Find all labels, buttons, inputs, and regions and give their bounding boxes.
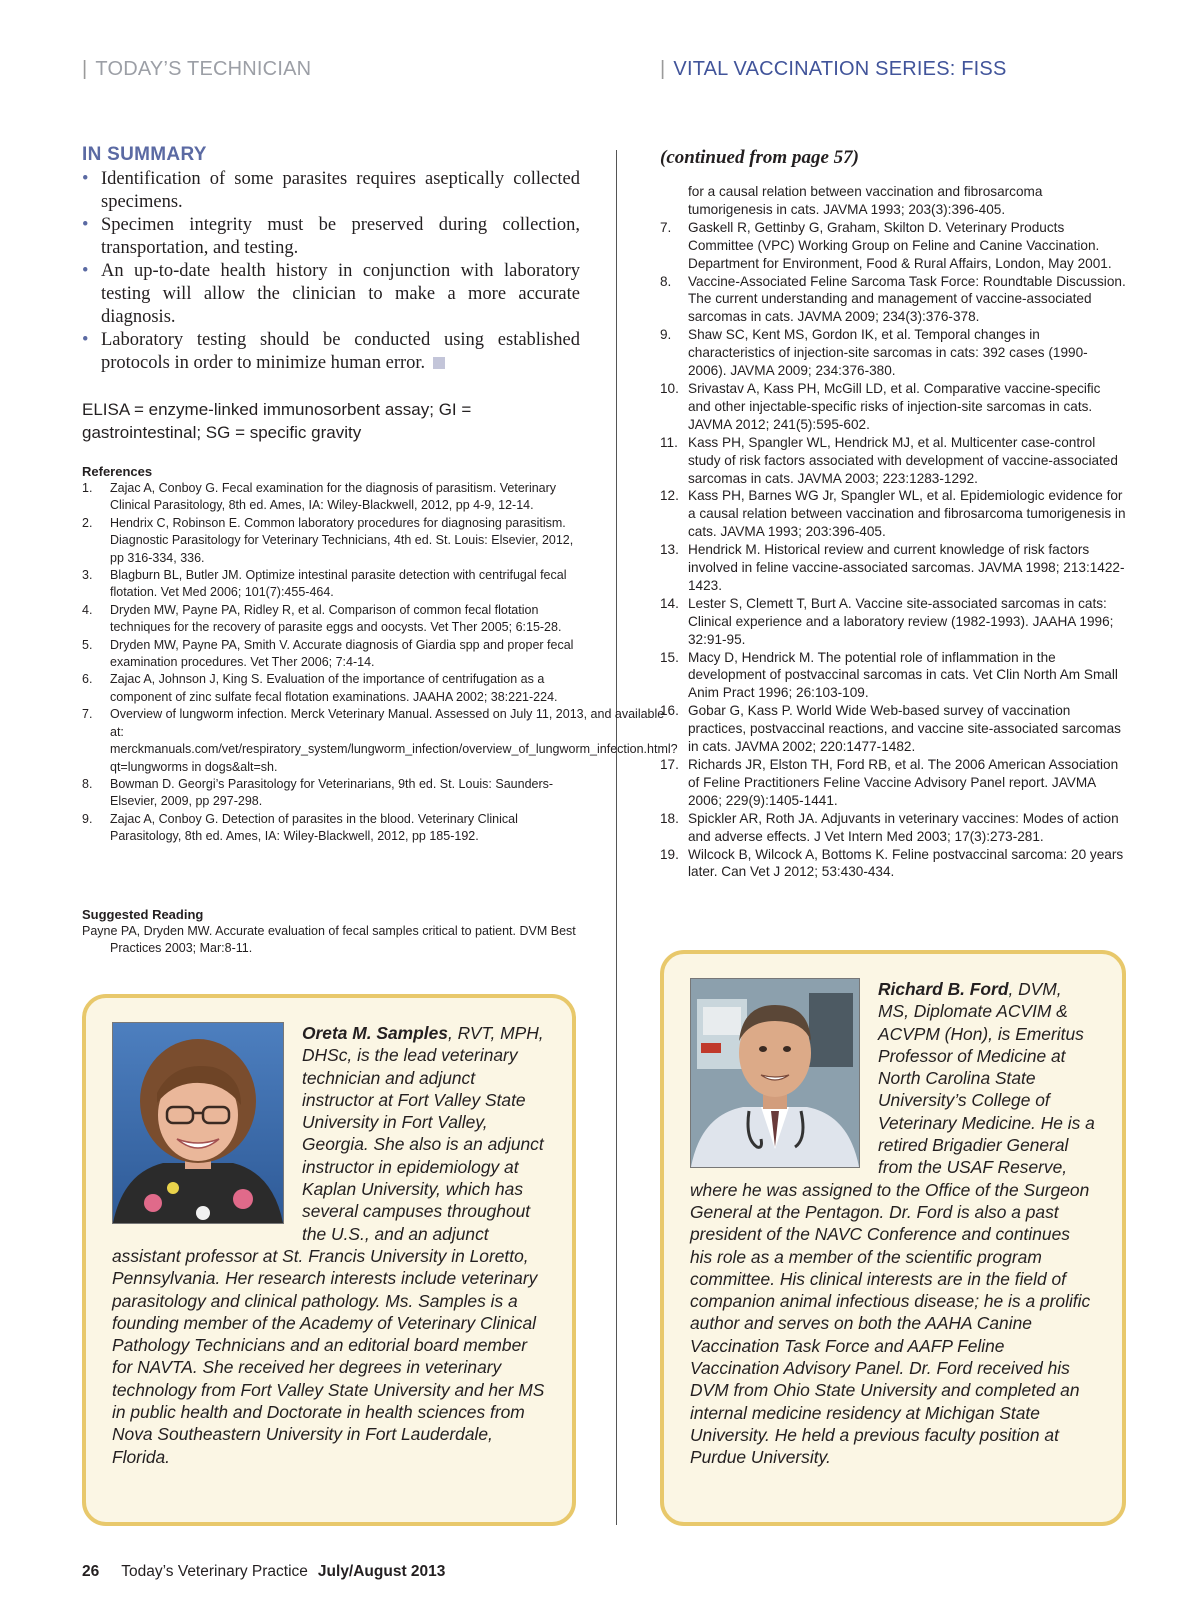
suggested-reading-title: Suggested Reading (82, 907, 204, 922)
page-number: 26 (82, 1563, 100, 1580)
reference-item: 11. Kass PH, Spangler WL, Hendrick MJ, et al. Multicenter case-control study of risk factors associated with development of vaccine-associated sarcomas in cats. JAVMA 2003; 223:1283-1292. (660, 434, 1118, 486)
reference-item: 7. Overview of lungworm infection. Merck Veterinary Manual. Assessed on July 11, 2013, and available at: merckmanuals.com/vet/respiratory_system/lungworm_infection/overview_of_lungworm_infection.html?qt=lungworms in dogs&alt=sh. (82, 707, 678, 774)
reference-item: 6. Zajac A, Johnson J, King S. Evaluation of the importance of centrifugation as a component of zinc sulfate fecal flotation examinations. JAAHA 2002; 38:221-224. (82, 672, 558, 704)
reference-item: 1. Zajac A, Conboy G. Fecal examination for the diagnosis of parasitism. Veterinary Clinical Parasitology, 8th ed. Ames, IA: Wiley-Blackwell, 2012, pp 4-9, 12-14. (82, 481, 557, 513)
reference-item: 13. Hendrick M. Historical review and current knowledge of risk factors involved in feline vaccine-associated sarcomas. JAVMA 1998; 213:1422-1423. (660, 542, 1125, 593)
author-photo (112, 1022, 284, 1224)
reference-item: 8. Bowman D. Georgi’s Parasitology for Veterinarians, 9th ed. St. Louis: Saunders-Elsevier, 2009, pp 297-298. (82, 776, 554, 809)
author-photo (690, 978, 860, 1168)
bio-text (112, 1022, 546, 1468)
page-footer (82, 1563, 445, 1581)
author-bio-samples (82, 994, 576, 1526)
reference-list (82, 480, 678, 846)
reference-item: 2. Hendrix C, Robinson E. Common laboratory procedures for diagnosing parasitism. Diagnostic Parasitology for Veterinary Technicians, 4th ed. St. Louis: Elsevier, 2012, pp 316-334, 336. (82, 515, 574, 565)
summary-bullet: • Laboratory testing should be conducted using established protocols in order to minimize human error. (82, 329, 580, 375)
summary-bullet: • An up-to-date health history in conjunction with laboratory testing will allow the clinician to make a more accurate diagnosis. (82, 260, 580, 329)
references-title: References (82, 464, 153, 479)
reference-list (660, 219, 1126, 882)
magazine-name: Today’s Veterinary Practice (121, 1563, 308, 1580)
reference-item: 8. Vaccine-Associated Feline Sarcoma Task Force: Roundtable Discussion. The current understanding and management of vaccine-associated sarcomas in cats. JAVMA 2009; 234(3):376-378. (660, 273, 1126, 325)
reference-item: 10. Srivastav A, Kass PH, McGill LD, et al. Comparative vaccine-specific and other injectable-specific risks of injection-site sarcomas in cats. JAVMA 2012; 241(5):595-602. (660, 380, 1101, 432)
reference-item: 9. Zajac A, Conboy G. Detection of parasites in the blood. Veterinary Clinical Parasitology, 8th ed. Ames, IA: Wiley-Blackwell, 2012, pp 185-192. (82, 811, 518, 844)
references-right (660, 183, 1126, 881)
reference-item: 4. Dryden MW, Payne PA, Ridley R, et al. Comparison of common fecal flotation techniques for the recovery of parasite eggs and oocysts. Vet Ther 2005; 6:15-28. (82, 602, 562, 635)
author-description: , RVT, MPH, DHSc, is the lead veterinary technician and adjunct instructor at Fort Valley State University in Fort Valley, Georgia. She also is an adjunct instructor in epidemiology at Kaplan University, which has several campuses throughout the U.S., and an adjunct assistant professor at St. Francis University in Loretto, Pennsylvania. Her research interests include veterinary parasitology and clinical pathology. Ms. Samples is a founding member of the Academy of Veterinary Clinical Pathology Technicians and an editorial board member for NAVTA. She received her degrees in veterinary technology from Fort Valley State University and her MS in public health and Doctorate in health sciences from Nova Southeastern University in Fort Lauderdale, Florida. (112, 1023, 545, 1467)
abbreviations: ELISA = enzyme-linked immunosorbent assay; GI = gastrointestinal; SG = specific gravity (82, 400, 472, 442)
column-divider (616, 150, 617, 1525)
reference-item: 18. Spickler AR, Roth JA. Adjuvants in veterinary vaccines: Modes of action and adverse effects. J Vet Intern Med 2003; 17(3):273-281. (660, 810, 1119, 844)
summary-bullet: • Identification of some parasites requires aseptically collected specimens. (82, 168, 580, 214)
summary-bullet: • Specimen integrity must be preserved during collection, transportation, and testing. (82, 214, 580, 260)
reference-item: 5. Dryden MW, Payne PA, Smith V. Accurate diagnosis of Giardia spp and proper fecal examination procedures. Vet Ther 2006; 7:4-14. (82, 637, 574, 670)
issue-date: July/August 2013 (317, 1563, 446, 1580)
suggested-reading (82, 907, 582, 958)
author-description: , DVM, MS, Diplomate ACVIM & ACVPM (Hon), is Emeritus Professor of Medicine at North Carolina State University’s College of Veterinary Medicine. He is a retired Brigadier General from the USAF Reserve, where he was assigned to the Office of the Surgeon General at the Pentagon. Dr. Ford is also a past president of the NAVC Conference and continues his role as a member of the scientific program committee. His clinical interests are in the field of companion animal infectious disease; he is a prolific author and serves on both the AAHA Canine Vaccination Task Force and AAFP Feline Vaccination Advisory Panel. Dr. Ford received his DVM from Ohio State University and completed an internal medicine residency at Michigan State University. He held a previous faculty position at Purdue University. (690, 979, 1095, 1468)
end-mark-icon (433, 357, 445, 369)
author-bio-ford (660, 950, 1126, 1526)
suggested-reading-entry: Payne PA, Dryden MW. Accurate evaluation of fecal samples critical to patient. DVM Best Practices 2003; Mar:8-11. (82, 924, 576, 956)
header-section-left: | TODAY’S TECHNICIAN (82, 58, 312, 80)
bio-text (690, 978, 1096, 1469)
continued-label: (continued from page 57) (660, 147, 859, 168)
reference-item: 14. Lester S, Clemett T, Burt A. Vaccine site-associated sarcomas in cats: Clinical experience and a laboratory review (1982-1993). JAAHA 1996; 32:91-95. (660, 595, 1114, 647)
reference-item: 12. Kass PH, Barnes WG Jr, Spangler WL, et al. Epidemiologic evidence for a causal relation between vaccination and fibrosarcoma tumorigenesis in cats. JAVMA 1993; 203:396-405. (660, 488, 1126, 540)
summary-title: IN SUMMARY (82, 144, 207, 165)
header-section-right: | VITAL VACCINATION SERIES: FISS (660, 58, 1007, 80)
in-summary-box (82, 144, 580, 375)
reference-item: 16. Gobar G, Kass P. World Wide Web-based survey of vaccination practices, postvaccinal reactions, and vaccine site-associated sarcomas in cats. JAVMA 2002; 220:1477-1482. (660, 703, 1121, 755)
reference-item: 17. Richards JR, Elston TH, Ford RB, et al. The 2006 American Association of Feline Practitioners Feline Vaccine Advisory Panel report. JAVMA 2006; 229(9):1405-1441. (660, 757, 1119, 808)
reference-item: 3. Blagburn BL, Butler JM. Optimize intestinal parasite detection with centrifugal fecal flotation. Vet Med 2006; 101(7):455-464. (82, 568, 567, 600)
reference-item: 9. Shaw SC, Kent MS, Gordon IK, et al. Temporal changes in characteristics of injection-site sarcomas in cats: 392 cases (1990-2006). JAVMA 2009; 234:376-380. (660, 327, 1088, 379)
author-name: Richard B. Ford (878, 979, 1009, 999)
summary-list (82, 168, 580, 375)
reference-item: 15. Macy D, Hendrick M. The potential role of inflammation in the development of postvaccinal sarcomas in cats. Vet Clin North Am Small Anim Pract 1996; 26:103-109. (660, 649, 1118, 701)
reference-continuation: for a causal relation between vaccination and fibrosarcoma tumorigenesis in cats. JAVMA 1993; 203(3):396-405. (688, 184, 1043, 217)
reference-item: 19. Wilcock B, Wilcock A, Bottoms K. Feline postvaccinal sarcoma: 20 years later. Can Vet J 2012; 53:430-434. (660, 846, 1124, 880)
references-left (82, 464, 678, 846)
reference-item: 7. Gaskell R, Gettinby G, Graham, Skilton D. Veterinary Products Committee (VPC) Working Group on Feline and Canine Vaccination. Department for Environment, Food & Rural Affairs, London, May 2001. (660, 219, 1112, 271)
author-name: Oreta M. Samples (302, 1023, 448, 1043)
